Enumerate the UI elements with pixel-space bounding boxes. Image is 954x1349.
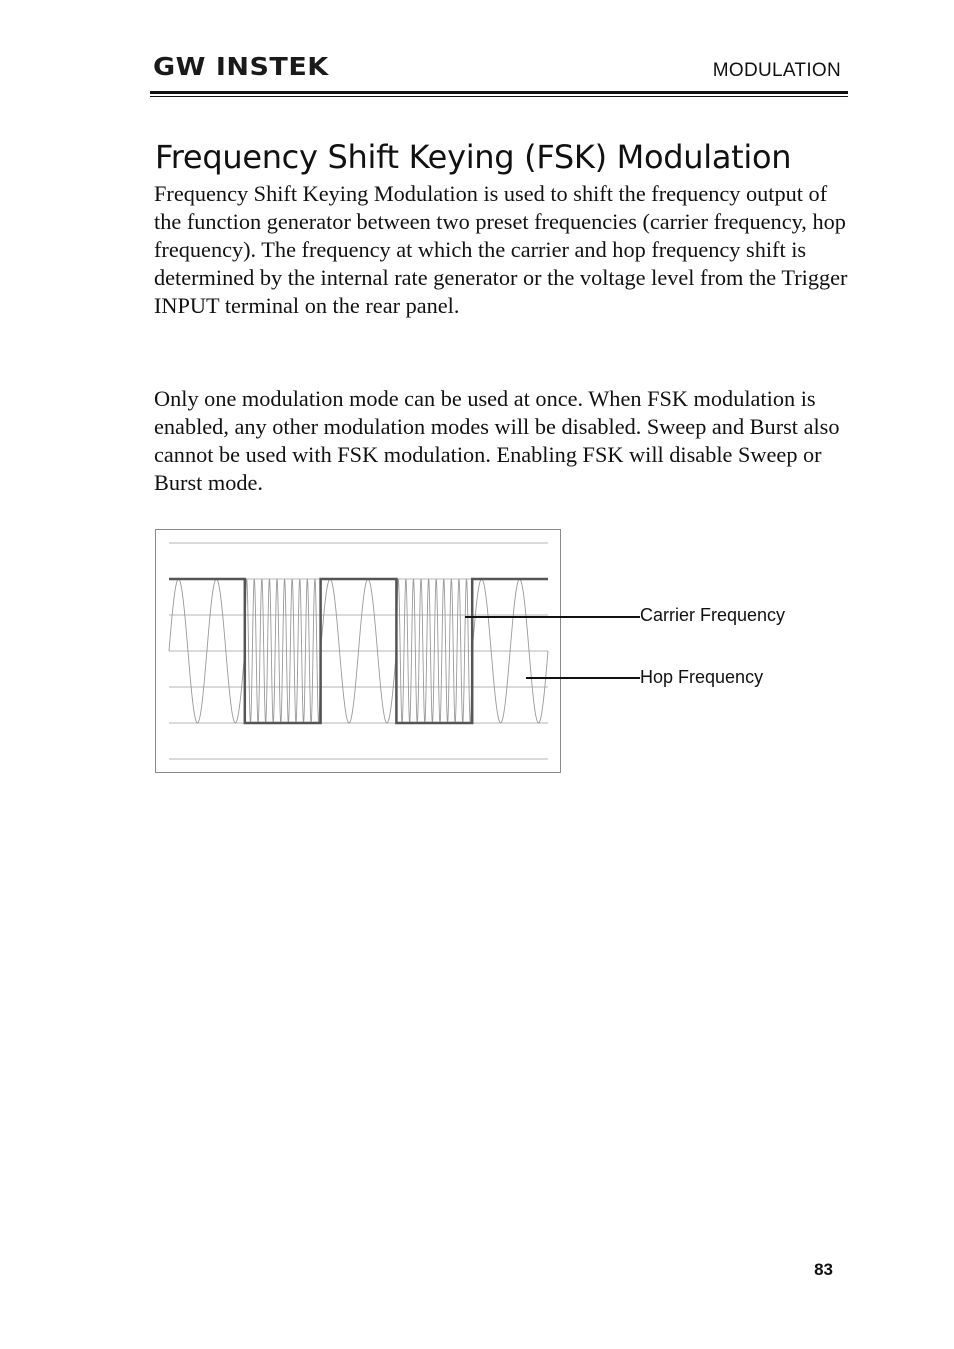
carrier-leader-line <box>465 616 640 618</box>
fsk-waveform-figure <box>155 529 561 773</box>
hop-frequency-label: Hop Frequency <box>640 667 764 687</box>
page-number: 83 <box>814 1260 833 1279</box>
hop-leader-line <box>526 677 640 679</box>
fsk-waveform-diagram <box>155 529 561 773</box>
intro-paragraph: Frequency Shift Keying Modulation is used to shift the frequency output of the function generator between two preset frequencies (carrier frequency, hop frequency). The frequency at which the carrier and hop frequency shift is determined by the internal rate generator or the voltage level from the Trigger INPUT terminal on the rear panel. <box>154 181 848 318</box>
carrier-frequency-label: Carrier Frequency <box>640 605 786 625</box>
header-rule-thin <box>150 96 848 97</box>
page-title: Frequency Shift Keying (FSK) Modulation <box>155 138 792 176</box>
header-rule-thick <box>150 91 848 94</box>
gw-instek-logo: GW INSTEK <box>153 53 329 82</box>
section-header: MODULATION <box>712 60 841 81</box>
mode-note-paragraph: Only one modulation mode can be used at once. When FSK modulation is enabled, any other modulation modes will be disabled. Sweep and Burst also cannot be used with FSK modulation. Enabling FSK will disable Sweep or Burst mode. <box>154 386 840 495</box>
